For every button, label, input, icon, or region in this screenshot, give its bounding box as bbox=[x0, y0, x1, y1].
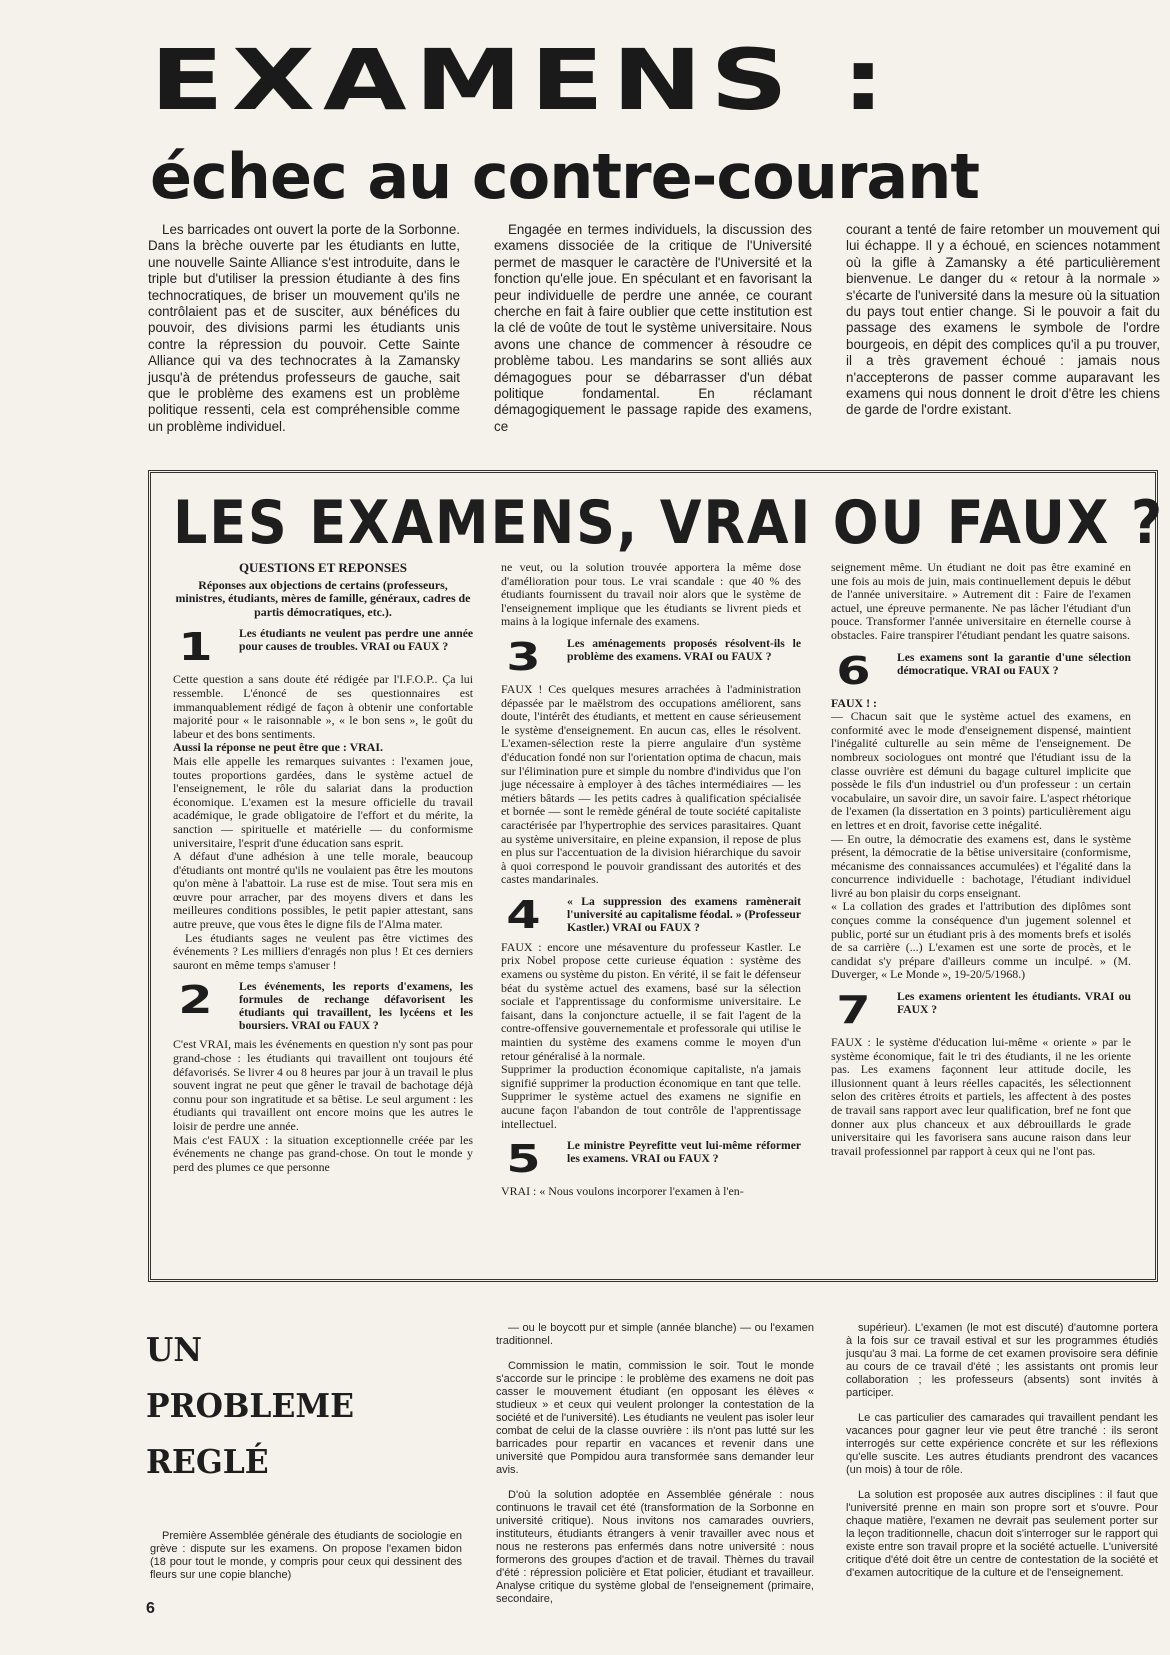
bottom-paragraph: supérieur). L'examen (le mot est discuté) d'automne portera à la fois sur ce travail estival et sur les programmes étudiés jusqu'au 3 mai. La forme de cet examen provisoire sera définie au cours de ce travail d'été ; les assistants ont promis leur collaboration ; les professeurs (absents) sont invités à participer. bbox=[846, 1322, 1158, 1399]
question-text: Les examens sont la garantie d'une sélection démocratique. VRAI ou FAUX ? bbox=[897, 650, 1131, 677]
question-3 bbox=[501, 634, 801, 679]
subheadline: échec au contre-courant bbox=[150, 140, 980, 213]
answer-label: FAUX ! : bbox=[831, 695, 878, 710]
bottom-headline-line: REGLÉ bbox=[146, 1442, 269, 1481]
answer-paragraph: — Chacun sait que le système actuel des examens, en conformité avec le mode d'enseignement dispensé, maintient l'inégalité culturelle au sein même de l'enseignement. De nombreux sociologues ont montré que l'étudiant issu de la classe ouvrière est démuni du bagage culturel implicite que possède le fils d'un industriel ou d'un professeur : un certain vocabulaire, un savoir dire, un savoir faire. L'aspect rhétorique de l'examen (la dissertation en 3 points) particulièrement aigu en lettres et en droit, favorise cette inégalité. bbox=[831, 709, 1131, 832]
bottom-paragraph: Première Assemblée générale des étudiants de sociologie en grève : dispute sur les examens. On propose l'examen bidon (18 pour tout le monde, y compris pour ceux qui dessinent des fleurs sur une copie blanche) bbox=[150, 1530, 462, 1581]
answer-paragraph: Mais elle appelle les remarques suivantes : l'examen joue, toutes proportions gardées, dans le système actuel de l'enseignement, le rôle du salariat dans la production économique. L'examen est la mesure officielle du travail académique, le grade obligatoire de l'effort et du mérite, la sanction — spirituelle et matérielle — du conformisme universitaire, l'esprit d'une éducation sans esprit. bbox=[173, 753, 473, 850]
question-number: 3 bbox=[506, 634, 541, 679]
question-number: 1 bbox=[178, 625, 213, 670]
question-number: 7 bbox=[836, 988, 871, 1033]
intro-column-1: Les barricades ont ouvert la porte de la Sorbonne. Dans la brèche ouverte par les étudiants en lutte, une nouvelle Sainte Alliance s'est introduite, dans le triple but d'utiliser la pression étudiante à des fins technocratiques, de briser un mouvement qu'ils ne contrôlaient pas et de susciter, aux bénéfices du pouvoir, des divisions parmi les étudiants unis contre la répression du pouvoir. Cette Sainte Alliance qui va des technocrates à la Zamansky jusqu'à de prétendus professeurs de gauche, sait que le problème des examens est un problème politique ressenti, cela est compréhensible comme un problème individuel. bbox=[148, 222, 460, 434]
question-4 bbox=[501, 892, 801, 937]
bottom-paragraph: La solution est proposée aux autres disciplines : il faut que l'université prenne en main son propre sort et s'ouvre. Pour chaque matière, l'examen ne devrait pas seulement porter sur la leçon traditionnelle, chacun doit s'interroger sur le rapport qui existe entre son travail propre et la société actuelle. L'université critique d'été doit être un centre de contestation de la société et d'examen autocritique de la culture et de l'enseignement. bbox=[846, 1489, 1158, 1579]
box-title: LES EXAMENS, VRAI OU FAUX ? bbox=[173, 488, 1164, 558]
question-1 bbox=[173, 625, 473, 670]
question-text: Les examens orientent les étudiants. VRAI ou FAUX ? bbox=[897, 990, 1131, 1017]
qa-subheading: Réponses aux objections de certains (professeurs, ministres, étudiants, mères de famille, généraux, cadres de partis démocratiques, etc.). bbox=[175, 577, 471, 619]
bottom-paragraph: Commission le matin, commission le soir. Tout le monde s'accorde sur le principe : le problème des examens ne doit pas casser le mouvement étudiant (en opposant les élèves « studieux » et ceux qui veulent prolonger la contestation de la société et de l'université). Les étudiants ne veulent pas isoler leur combat de celui de la classe ouvrière : ils n'ont pas lutté sur les barricades pour repartir en vacances et revenir dans une université que Pompidou aura transformée sans demander leur avis. bbox=[496, 1360, 814, 1476]
question-text: « La suppression des examens ramènerait l'université au capitalisme féodal. » (Professeur Kastler.) VRAI ou FAUX ? bbox=[567, 894, 801, 934]
question-2 bbox=[173, 980, 473, 1032]
answer-paragraph: FAUX : le système d'éducation lui-même « oriente » par le système économique, fait le tri des étudiants, il ne les oriente pas. Les examens façonnent leur attitude docile, les illusionnent quant à leurs réelles capacités, les sélectionnent selon des critères étroits et partiels, les affectent à des postes de travail sans rapport avec leur qualification, bref ne font que donner aux plus chanceux et aux débrouillards le grade universitaire qui les favorisera sans aucune raison dans leur travail professionnel par rapport à ceux qui ne l'ont pas. bbox=[831, 1035, 1131, 1158]
bottom-paragraph: D'où la solution adoptée en Assemblée générale : nous continuons le travail cet été (transformation de la Sorbonne en université critique). Nous invitons nos camarades ouvriers, instituteurs, étudiants étrangers à venir travailler avec nous et nous ne resterons pas enfermés dans notre université : nous formerons des groupes d'action et de travail. Thèmes du travail d'été : répression policière et Etat policier, étudiant et travailleur. Analyse critique du système global de l'enseignement (primaire, secondaire, bbox=[496, 1489, 814, 1605]
question-7 bbox=[831, 988, 1131, 1033]
headline: EXAMENS : bbox=[150, 31, 893, 130]
bottom-paragraph: Le cas particulier des camarades qui travaillent pendant les vacances pour gagner leur vie peut être tranché : ils seront interrogés sur cette expérience concrète et sur les réflexions qu'elle suscite. Les autres étudiants prendront des vacances (un mois) à tour de rôle. bbox=[846, 1412, 1158, 1476]
question-text: Les événements, les reports d'examens, les formules de rechange défavorisent les étudiants qui travaillent, les lycéens et les boursiers. VRAI ou FAUX ? bbox=[239, 980, 473, 1033]
bottom-column-3 bbox=[846, 1322, 1158, 1592]
qa-column-1 bbox=[173, 561, 473, 1174]
question-number: 4 bbox=[506, 892, 541, 937]
question-number: 2 bbox=[178, 978, 213, 1023]
answer-paragraph: seignement même. Un étudiant ne doit pas être examiné en une fois au mois de juin, mais continuellement depuis le début de l'année universitaire. » Autrement dit : Faire de l'examen actuel, une épreuve permanente. Ne pas lâcher l'étudiant d'un pouce. Transformer l'année universitaire en éternelle course à obstacles. Faire transpirer l'étudiant pendant les quatre saisons. bbox=[831, 560, 1131, 642]
answer-paragraph: A défaut d'une adhésion à une telle morale, beaucoup d'étudiants ont montré qu'ils ne voulaient pas être les moutons qu'on mène à l'abattoir. La ruse est de mise. Tout sera mis en œuvre pour arracher, par des moyens divers et dans les meilleures conditions possibles, le petit papier attestant, sans autre preuve, que vous êtes le digne fils de l'Alma mater. bbox=[173, 849, 473, 932]
answer-paragraph: FAUX : encore une mésaventure du professeur Kastler. Le prix Nobel propose cette curieuse équation : système des examens ou système du piston. En vérité, il se fait le défenseur béat du système actuel des examens, basé sur la sélection sociale et l'apprentissage du conformisme universitaire. Le faisant, dans la conjoncture actuelle, il se fait l'agent de la contre-offensive gouvernementale et professorale qui utilise le maintien du système des examens comme le moyen d'un retour généralisé à la normale. bbox=[501, 939, 801, 1063]
answer-paragraph: ne veut, ou la solution trouvée apportera la même dose d'amélioration pour tous. Le vrai scandale : que 40 % des étudiants fournissent du travail noir alors que le système de l'enseignement implique que les étudiants se livrent pieds et mains à la logique infernale des examens. bbox=[501, 560, 801, 629]
qa-box bbox=[148, 470, 1164, 1282]
answer-paragraph: Supprimer la production économique capitaliste, n'a jamais signifié supprimer la production économique en tant que telle. Supprimer le système actuel des examens ne signifie en aucune façon l'abandon de tout contrôle de l'apprentissage intellectuel. bbox=[501, 1062, 801, 1131]
page-number: 6 bbox=[146, 1600, 155, 1617]
qa-heading: QUESTIONS ET REPONSES bbox=[238, 560, 408, 575]
bottom-headline-line: PROBLEME bbox=[146, 1386, 354, 1425]
bottom-column-1 bbox=[150, 1530, 462, 1594]
answer-paragraph: Mais c'est FAUX : la situation exceptionnelle créée par les événements ne change pas grand-chose. On tout le monde y perd des plumes ce que personne bbox=[173, 1132, 473, 1174]
bottom-paragraph: — ou le boycott pur et simple (année blanche) — ou l'examen traditionnel. bbox=[496, 1322, 814, 1347]
question-number: 6 bbox=[836, 648, 871, 693]
question-text: Le ministre Peyrefitte veut lui-même réformer les examens. VRAI ou FAUX ? bbox=[567, 1139, 801, 1166]
answer-paragraph: FAUX ! Ces quelques mesures arrachées à l'administration dépassée par le maëlstrom des occupations améliorent, sans doute, l'intérêt des étudiants, et mettent en cause sérieusement le système d'enseignement. En aucun cas, elles le résolvent. L'examen-sélection reste la pierre angulaire d'un système d'éducation fondé non sur l'orientation optima de chacun, mais sur l'élimination pure et simple du nombre d'individus que l'on juge nécessaire à employer à des tâches intermédiaires — les métiers bâtards — les petits cadres à qualification spécialisée et bornée — sont le remède général de toute société capitaliste caractérisée par l'hypertrophie des services parasitaires. Quant au système universitaire, en pleine expansion, il repose de plus en plus sur l'accentuation de la division hiérarchique du savoir à quoi correspond le pouvoir grandissant des autorités et des castes mandarinales. bbox=[501, 681, 801, 887]
question-number: 5 bbox=[506, 1137, 541, 1182]
answer-paragraph: « La collation des grades et l'attribution des diplômes sont conçues comme la conséquence d'un jugement solennel et public, porté sur un étudiant pris à des moments brefs et isolés de sa carrière (...) L'examen est une sorte de procès, et le candidat s'y prépare d'ailleurs comme un inculpé. » (M. Duverger, « Le Monde », 19-20/5/1968.) bbox=[831, 899, 1131, 982]
answer-paragraph: Aussi la réponse ne peut être que : VRAI. bbox=[173, 740, 383, 755]
question-5 bbox=[501, 1137, 801, 1182]
question-text: Les aménagements proposés résolvent-ils le problème des examens. VRAI ou FAUX ? bbox=[567, 636, 801, 663]
answer-paragraph: — En outre, la démocratie des examens est, dans le système présent, la démocratie de la bêtise universitaire (conformisme, mécanisme des connaissances accumulées) et l'égalité dans la concurrence individuelle : bachotage, l'étudiant individuel livré au bon plaisir du corps enseignant. bbox=[831, 831, 1131, 900]
bottom-headline-line: UN bbox=[146, 1330, 203, 1369]
intro-column-3: courant a tenté de faire retomber un mouvement qui lui échappe. Il y a échoué, en sciences notamment où la gifle à Zamansky a été particulièrement bienvenue. Le danger du « retour à la normale » s'écarte de l'université dans la mesure où la situation du pays tout entier change. Si le pouvoir a fait du passage des examens le symbole de l'ordre bourgeois, en dépit des complices qu'il a pu trouver, il a très gravement échoué : jamais nous n'accepterons de passer comme auparavant les examens qui nous donnent le droit d'être les chiens de garde de l'ordre existant. bbox=[846, 222, 1160, 418]
bottom-column-2 bbox=[496, 1322, 814, 1618]
qa-column-2 bbox=[501, 561, 801, 1199]
qa-column-3 bbox=[831, 561, 1131, 1158]
intro-column-2: Engagée en termes individuels, la discussion des examens dissociée de la critique de l'Université permet de masquer le caractère de l'Université et la fonction qu'elle joue. En spéculant et en favorisant la peur individuelle de perdre une année, ce courant cherche en fait à faire oublier que cette institution est la clé de voûte de tout le système universitaire. Nous avons une chance de commencer à résoudre ce problème tabou. Les mandarins se sont alliés aux démagogues pour se débarrasser d'un débat politique fondamental. En réclamant démagogiquement le passage rapide des examens, ce bbox=[494, 222, 812, 434]
question-text: Les étudiants ne veulent pas perdre une année pour causes de troubles. VRAI ou FAUX ? bbox=[239, 627, 473, 654]
answer-paragraph: Les étudiants sages ne veulent pas être victimes des événements ? Les milliers d'enragés non plus ! Et ces derniers sauront en même temps s'amuser ! bbox=[173, 930, 473, 972]
question-6 bbox=[831, 648, 1131, 693]
answer-paragraph: Cette question a sans doute été rédigée par l'I.F.O.P.. Ça lui ressemble. L'énoncé de ses questionnaires est immanquablement rédigé de façon à obtenir une confortable majorité pour « le raisonnable », « le bon sens », le goût du labeur et des bons sentiments. bbox=[173, 672, 473, 741]
answer-paragraph: VRAI : « Nous voulons incorporer l'examen à l'en- bbox=[501, 1184, 744, 1199]
bottom-headline bbox=[146, 1322, 446, 1490]
answer-paragraph: C'est VRAI, mais les événements en question n'y sont pas pour grand-chose : les étudiants qui travaillent ont toujours été défavorisés. Se livrer 4 ou 8 heures par jour à un travail le plus souvent ingrat ne peut que gêner le travail de bachotage déjà connu pour son ingratitude et sa bêtise. Le seul argument : les étudiants qui travaillent ont encore moins que les autres le loisir de perdre une année. bbox=[173, 1037, 473, 1133]
